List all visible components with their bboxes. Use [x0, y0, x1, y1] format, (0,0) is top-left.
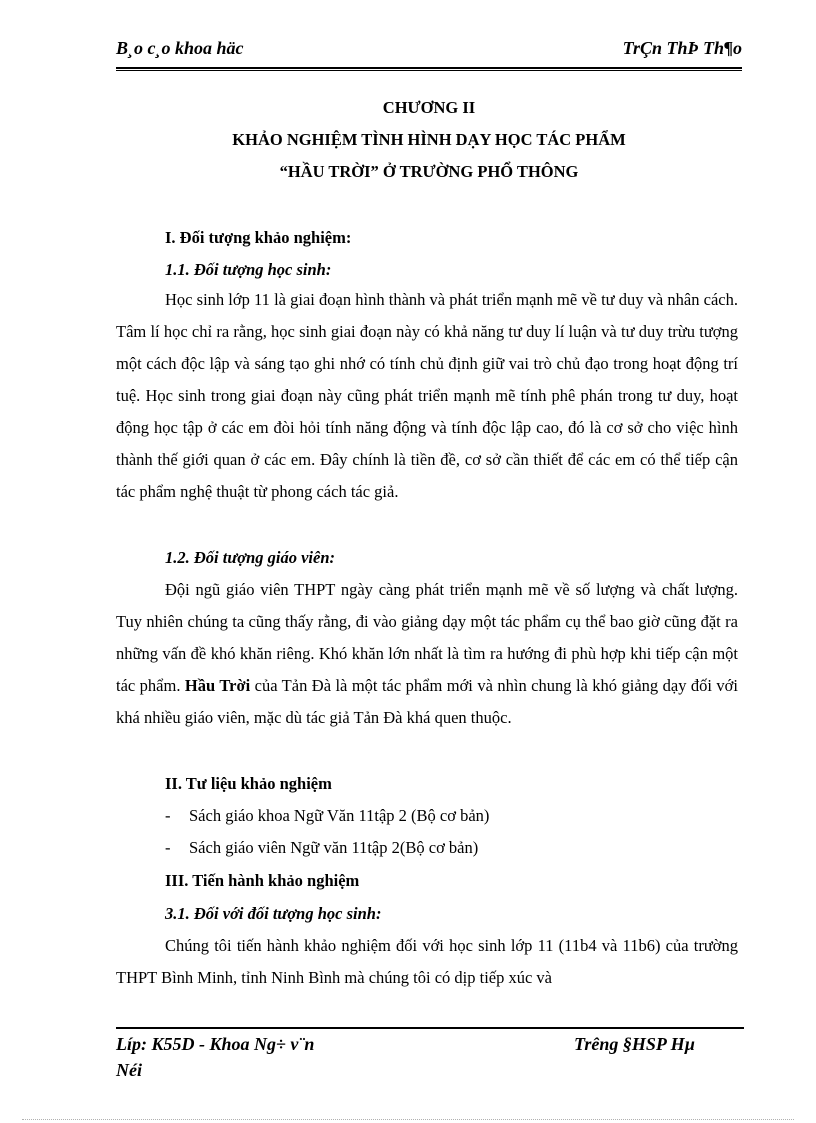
section-1-1-paragraph: Học sinh lớp 11 là giai đoạn hình thành và phát triển mạnh mẽ về tư duy và nhân cách. Tâm lí học chỉ ra rằng, học sinh giai đoạn này có khả năng tư duy lí luận và tư duy trừu tượng một cách độc lập và sáng tạo ghi nhớ có tính chủ định giữ vai trò chủ đạo trong hoạt động trí tuệ. Học sinh trong giai đoạn này cũng phát triển mạnh mẽ tính phê phán trong tư duy, hoạt động học tập ở các em đòi hỏi tính năng động và tính độc lập cao, đó là cơ sở cho việc hình thành thế giới quan ở các em. Đây chính là tiền đề, cơ sở cần thiết để các em có thể tiếp cận tác phẩm nghệ thuật từ phong cách tác giả.	[116, 290, 738, 501]
list-item	[165, 838, 478, 858]
chapter-title-line-2: “HẦU TRỜI” Ở TRƯỜNG PHỔ THÔNG	[279, 162, 579, 181]
section-1-2-text-b: của Tản Đà là một tác phẩm mới và nhìn chung là khó giảng dạy đối với khá nhiều giáo viên, mặc dù tác giả Tản Đà khá quen thuộc.	[116, 676, 738, 727]
section-3-1-heading: 3.1. Đối với đối tượng học sinh:	[165, 904, 382, 923]
section-3-heading: III. Tiến hành khảo nghiệm	[165, 871, 360, 890]
bullet-dash: -	[165, 838, 171, 857]
list-item	[165, 806, 489, 826]
page-header	[116, 38, 742, 66]
bullet-dash: -	[165, 806, 171, 825]
header-rule-thin	[116, 70, 742, 71]
chapter-title-line-1: KHẢO NGHIỆM TÌNH HÌNH DẠY HỌC TÁC PHẨM	[232, 130, 626, 149]
section-1-heading: I. Đối tượng khảo nghiệm:	[165, 228, 352, 247]
header-author: TrÇn ThÞ Th¶o	[622, 38, 742, 58]
footer-class-info-line-2: Néi	[116, 1060, 142, 1080]
list-item-text: Sách giáo khoa Ngữ Văn 11tập 2 (Bộ cơ bản)	[189, 806, 490, 825]
section-1-2-text-a: Đội ngũ giáo viên THPT ngày càng phát triển mạnh mẽ về số lượng và chất lượng. Tuy nhiên chúng ta cũng thấy rằng, đi vào giảng dạy một tác phẩm cụ thể bao giờ cũng đặt ra những vấn đề khó khăn riêng. Khó khăn lớn nhất là tìm ra hướng đi phù hợp khi tiếp cận một tác phẩm.	[116, 580, 738, 695]
section-1-1-heading: 1.1. Đối tượng học sinh:	[165, 260, 332, 279]
header-left-title: B¸o c¸o khoa häc	[116, 38, 244, 58]
work-title-hau-troi: Hầu Trời	[184, 676, 251, 695]
list-item-text: Sách giáo viên Ngữ văn 11tập 2(Bộ cơ bản)	[189, 838, 479, 857]
section-1-2-paragraph	[116, 574, 738, 734]
chapter-number: CHƯƠNG II	[382, 98, 476, 117]
section-3-1-paragraph: Chúng tôi tiến hành khảo nghiệm đối với học sinh lớp 11 (11b4 và 11b6) của trường THPT Bình Minh, tỉnh Ninh Bình mà chúng tôi có dịp tiếp xúc và	[116, 936, 738, 987]
footer-class-info: Líp: K55D - Khoa Ng÷ v¨n	[116, 1034, 315, 1054]
section-2-heading: II. Tư liệu khảo nghiệm	[165, 774, 332, 793]
footer-rule	[116, 1027, 744, 1029]
section-1-2-heading: 1.2. Đối tượng giáo viên:	[165, 548, 335, 567]
header-rule	[116, 67, 742, 69]
footer-university: Trêng §HSP Hµ	[574, 1034, 696, 1054]
page-bottom-dotted-line	[22, 1119, 794, 1120]
